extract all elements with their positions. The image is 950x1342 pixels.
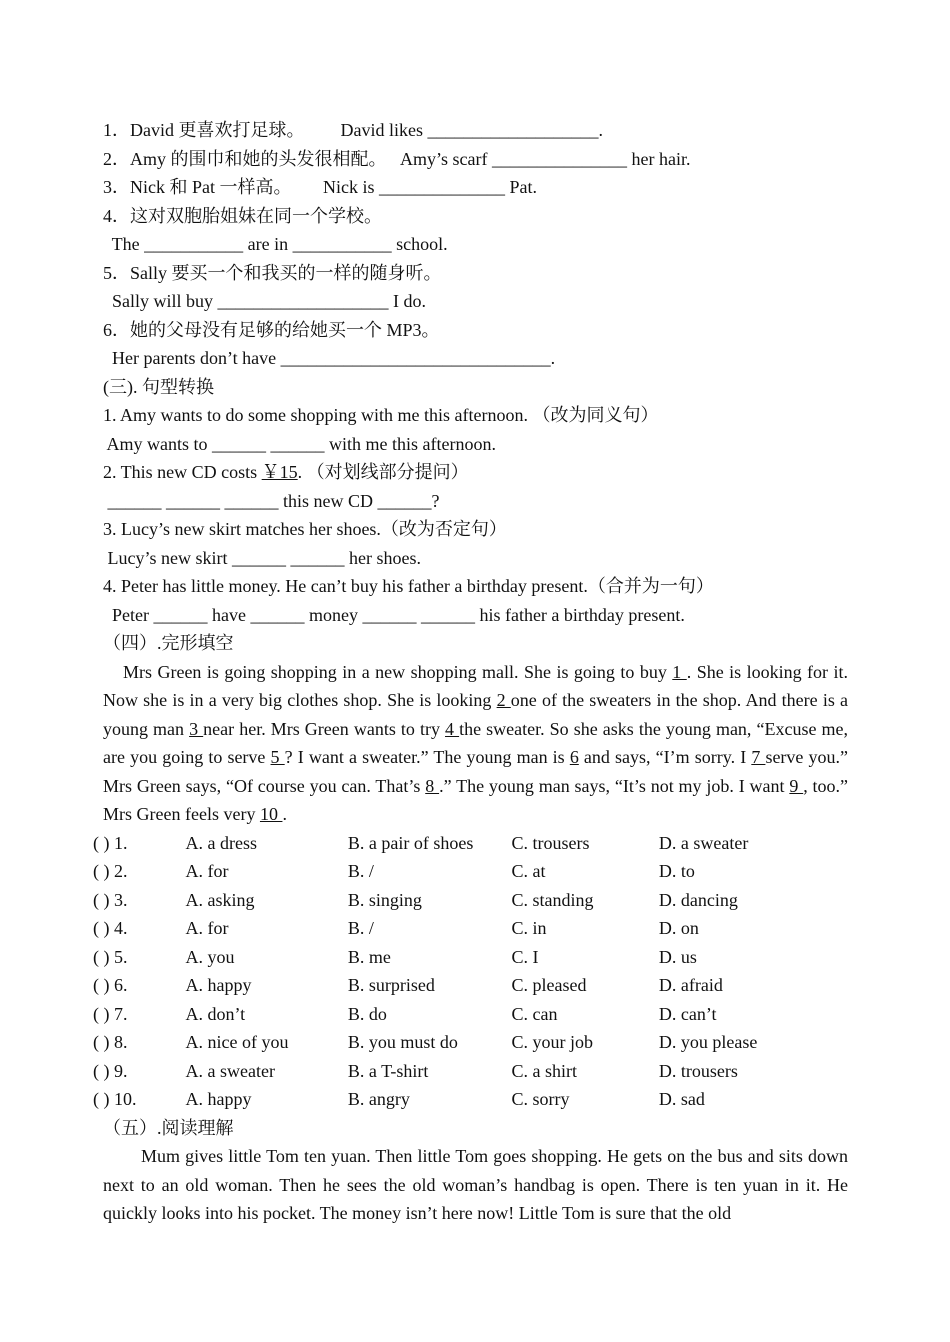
cloze-blank: 7	[751, 747, 766, 767]
cloze-text: serve you.” Mrs Green says, “Of course you can. That’s	[103, 747, 849, 796]
section-heading: （四）.完形填空	[103, 633, 234, 653]
question-number: ( ) 5.	[93, 946, 128, 967]
cloze-text: .” The young man says, “It’s not my job. I want	[439, 775, 790, 796]
question-row	[93, 1028, 848, 1057]
option-b: B. /	[347, 918, 374, 938]
option-d: D. sad	[658, 1089, 705, 1109]
translation-item-4-english: The ___________ are in ___________ school.	[103, 234, 448, 254]
option-d: D. us	[658, 946, 697, 967]
option-b: B. a T-shirt	[347, 1060, 429, 1081]
option-c: C. in	[511, 918, 547, 938]
translation-item-1: 1．David 更喜欢打足球。 David likes ___________________.	[103, 120, 603, 140]
option-a: A. happy	[185, 975, 252, 995]
question-number: ( ) 9.	[93, 1060, 128, 1081]
reading-section	[103, 1114, 848, 1228]
cloze-text: Mrs Green is going shopping in a new shopping mall. She is going to buy	[123, 661, 673, 682]
reading-passage: Mum gives little Tom ten yuan. Then little Tom goes shopping. He gets on the bus and sits down next to an old woman. Then he sees the old woman’s handbag is open. There is ten yuan in it. He quickly looks into his pocket. The money isn’t here now! Little Tom is sure that the old	[103, 1146, 848, 1223]
cloze-text: near her. Mrs Green wants to try	[203, 718, 446, 739]
section-heading: (三). 句型转换	[103, 376, 214, 397]
option-c: C. sorry	[511, 1089, 570, 1109]
cloze-text: one of the sweaters in the shop. And there is a young man	[103, 690, 848, 739]
cloze-text: the sweater. So she asks the young man, “Excuse me, are you going to serve	[103, 718, 849, 767]
question-number: ( ) 6.	[93, 975, 128, 995]
option-d: D. to	[658, 861, 695, 881]
translation-section	[103, 116, 848, 373]
cloze-text: and says, “I’m sorry. I	[578, 747, 752, 767]
transform-q2-pre: 2. This new CD costs	[103, 462, 262, 482]
question-row	[93, 1057, 848, 1086]
worksheet-page	[93, 116, 849, 1228]
transform-q4: 4. Peter has little money. He can’t buy his father a birthday present.（合并为一句）	[103, 576, 714, 596]
question-row	[93, 1000, 848, 1029]
question-row	[93, 857, 848, 886]
transform-q1: 1. Amy wants to do some shopping with me this afternoon. （改为同义句）	[103, 405, 659, 425]
question-number: ( ) 1.	[93, 832, 128, 853]
option-a: A. a sweater	[185, 1060, 275, 1081]
cloze-text: ? I want a sweater.” The young man is	[284, 747, 570, 767]
option-c: C. a shirt	[511, 1060, 578, 1081]
translation-item-2: 2．Amy 的围巾和她的头发很相配。 Amy’s scarf _______________ her hair.	[103, 148, 691, 169]
option-d: D. trousers	[658, 1060, 738, 1081]
option-c: C. trousers	[511, 832, 590, 853]
option-c: C. I	[511, 946, 539, 967]
transform-q1-answer: Amy wants to ______ ______ with me this afternoon.	[103, 433, 496, 454]
cloze-text: , too.” Mrs Green feels very	[103, 775, 849, 824]
cloze-blank: 5	[270, 747, 285, 767]
option-d: D. dancing	[658, 889, 738, 910]
section-heading: （五）.阅读理解	[103, 1117, 234, 1138]
question-number: ( ) 7.	[93, 1003, 128, 1024]
question-row	[93, 886, 848, 915]
option-a: A. a dress	[185, 832, 257, 853]
option-a: A. for	[185, 918, 229, 938]
option-b: B. angry	[347, 1089, 410, 1109]
question-row	[93, 914, 848, 943]
option-d: D. on	[658, 918, 699, 938]
translation-item-3: 3．Nick 和 Pat 一样高。 Nick is ______________ Pat.	[103, 177, 537, 197]
option-c: C. pleased	[511, 975, 587, 995]
transform-q2-underlined: ￥15	[261, 462, 298, 482]
question-row	[93, 971, 848, 1000]
question-row	[93, 829, 848, 858]
question-number: ( ) 4.	[93, 918, 128, 938]
cloze-blank: 2	[496, 690, 511, 710]
option-a: A. you	[185, 946, 235, 967]
cloze-options-table	[93, 829, 848, 1114]
option-a: A. asking	[185, 889, 255, 910]
option-d: D. a sweater	[658, 832, 749, 853]
cloze-blank: 4	[445, 718, 460, 739]
option-b: B. me	[347, 946, 391, 967]
cloze-blank: 8	[425, 775, 440, 796]
translation-item-6-english: Her parents don’t have ______________________________.	[103, 348, 556, 368]
option-b: B. singing	[347, 889, 422, 910]
option-a: A. don’t	[185, 1003, 246, 1024]
cloze-blank: 10	[259, 804, 283, 824]
question-row	[93, 1085, 848, 1114]
transform-section	[103, 373, 848, 630]
cloze-blank: 3	[189, 718, 204, 739]
option-d: D. you please	[658, 1032, 758, 1052]
cloze-passage	[103, 658, 848, 829]
transform-q3: 3. Lucy’s new skirt matches her shoes.（改为否定句）	[103, 519, 507, 539]
option-d: D. can’t	[658, 1003, 717, 1024]
question-number: ( ) 2.	[93, 861, 128, 881]
cloze-text: .	[282, 804, 287, 824]
option-a: A. happy	[185, 1089, 252, 1109]
question-number: ( ) 3.	[93, 889, 128, 910]
translation-item-5-english: Sally will buy ___________________ I do.	[103, 291, 426, 311]
option-b: B. /	[347, 861, 374, 881]
translation-item-5-chinese: 5．Sally 要买一个和我买的一样的随身听。	[103, 262, 442, 283]
option-b: B. do	[347, 1003, 387, 1024]
question-number: ( ) 10.	[93, 1089, 137, 1109]
transform-q2-answer: ______ ______ ______ this new CD ______?	[103, 490, 440, 511]
question-row	[93, 943, 848, 972]
option-c: C. standing	[511, 889, 594, 910]
option-a: A. for	[185, 861, 229, 881]
cloze-blank: 9	[789, 775, 804, 796]
option-b: B. a pair of shoes	[347, 832, 474, 853]
cloze-section	[93, 629, 849, 1114]
option-c: C. can	[511, 1003, 558, 1024]
translation-item-6-chinese: 6．她的父母没有足够的给她买一个 MP3。	[103, 319, 440, 340]
cloze-text: . She is looking for it. Now she is in a very big clothes shop. She is looking	[103, 661, 848, 710]
cloze-blank: 1	[672, 661, 687, 682]
transform-q2	[103, 458, 848, 487]
option-c: C. at	[511, 861, 546, 881]
transform-q3-answer: Lucy’s new skirt ______ ______ her shoes.	[103, 547, 421, 568]
option-b: B. you must do	[347, 1032, 458, 1052]
transform-q4-answer: Peter ______ have ______ money ______ ______ his father a birthday present.	[103, 604, 685, 625]
option-a: A. nice of you	[185, 1032, 289, 1052]
option-b: B. surprised	[347, 975, 435, 995]
cloze-blank: 6	[569, 747, 579, 767]
translation-item-4-chinese: 4．这对双胞胎姐妹在同一个学校。	[103, 205, 382, 226]
option-c: C. your job	[511, 1032, 594, 1052]
transform-q2-post: . （对划线部分提问）	[297, 462, 469, 482]
question-number: ( ) 8.	[93, 1032, 128, 1052]
option-d: D. afraid	[658, 975, 723, 995]
